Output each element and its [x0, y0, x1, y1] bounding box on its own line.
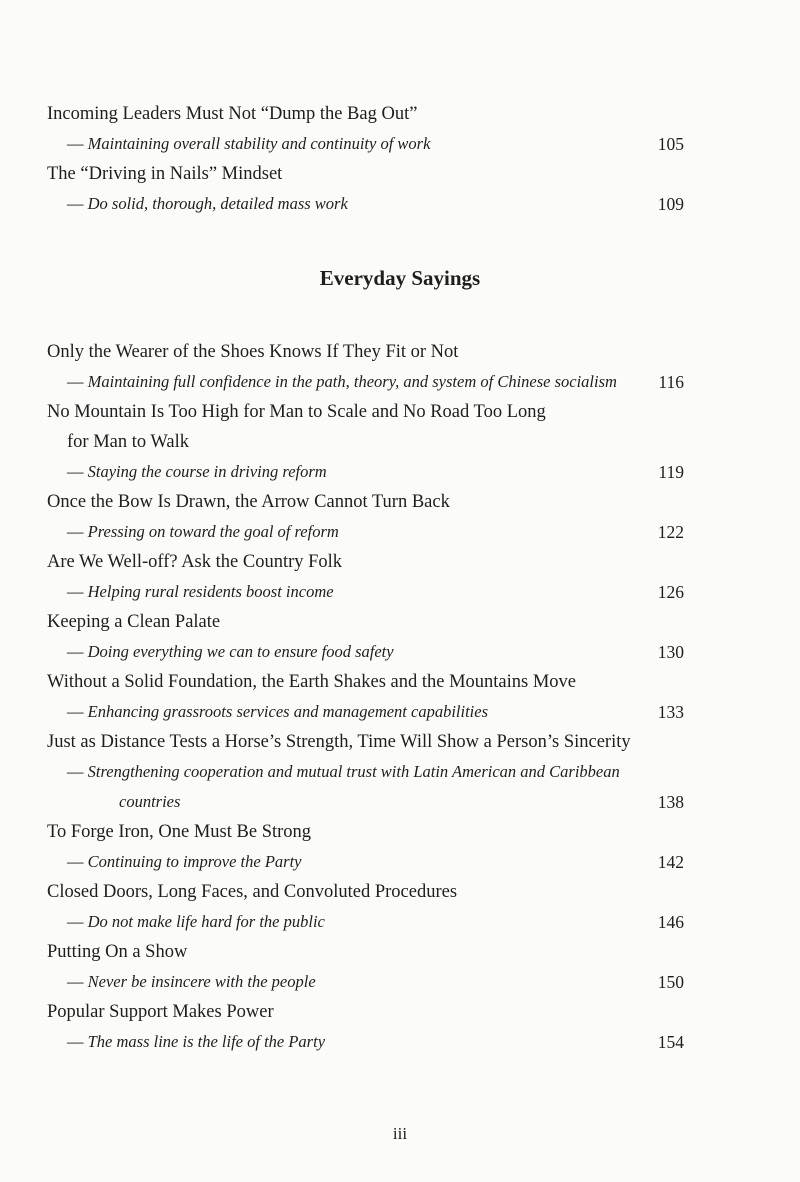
entry-page-number: 116: [658, 372, 684, 392]
entry-page-number: 138: [657, 792, 684, 812]
entry-page-number: 130: [657, 642, 684, 662]
em-dash: —: [67, 194, 88, 213]
entry-title: Closed Doors, Long Faces, and Convoluted Procedures: [47, 882, 458, 902]
entry-page-number: 105: [657, 134, 684, 154]
em-dash: —: [67, 912, 88, 931]
em-dash: —: [67, 1032, 88, 1051]
entry-subtitle-text: Staying the course in driving reform: [87, 462, 327, 481]
entry-title: The “Driving in Nails” Mindset: [47, 164, 283, 184]
entry-title: Incoming Leaders Must Not “Dump the Bag Out”: [47, 104, 418, 124]
em-dash: —: [67, 582, 88, 601]
entry-title: Are We Well-off? Ask the Country Folk: [47, 552, 343, 572]
entry-subtitle-text: Never be insincere with the people: [87, 972, 316, 991]
entry-subtitle-text: Continuing to improve the Party: [87, 852, 302, 871]
entry-page-number: 146: [657, 912, 684, 932]
toc-entry: [47, 159, 684, 219]
toc-entry: [47, 547, 684, 607]
toc-entry: [47, 997, 684, 1057]
entry-subtitle: [47, 457, 684, 487]
entry-subtitle-text: Strengthening cooperation and mutual trust with Latin American and Caribbean: [87, 762, 620, 781]
em-dash: —: [67, 462, 88, 481]
entry-subtitle-text: Pressing on toward the goal of reform: [87, 522, 339, 541]
entry-subtitle-text: The mass line is the life of the Party: [87, 1032, 326, 1051]
page-folio: iii: [392, 1124, 408, 1143]
toc-entry: [47, 817, 684, 877]
entry-subtitle-continuation: countries: [119, 792, 181, 811]
entry-title: Once the Bow Is Drawn, the Arrow Cannot Turn Back: [47, 492, 450, 512]
em-dash: —: [67, 852, 88, 871]
entry-page-number: 122: [657, 522, 684, 542]
toc-entry: [47, 397, 684, 487]
em-dash: —: [67, 702, 88, 721]
entry-page-number: 109: [657, 194, 684, 214]
entry-subtitle-text: Maintaining full confidence in the path, theory, and system of Chinese socialism: [87, 372, 617, 391]
toc-entry: [47, 727, 684, 817]
entry-subtitle-text: Enhancing grassroots services and management capabilities: [87, 702, 489, 721]
entry-subtitle: [47, 967, 684, 997]
entry-title: No Mountain Is Too High for Man to Scale and No Road Too Long: [47, 402, 546, 422]
toc-continued-entries: [47, 99, 684, 219]
em-dash: —: [67, 522, 88, 541]
entry-subtitle: [47, 697, 684, 727]
entry-title: Popular Support Makes Power: [47, 1002, 274, 1022]
entry-subtitle: [47, 517, 684, 547]
toc-entry: [47, 487, 684, 547]
toc-entry: [47, 607, 684, 667]
entry-page-number: 142: [657, 852, 684, 872]
entry-subtitle: [47, 367, 684, 397]
entry-title: Only the Wearer of the Shoes Knows If They Fit or Not: [47, 342, 459, 362]
entry-subtitle: [47, 637, 684, 667]
entry-title: To Forge Iron, One Must Be Strong: [47, 822, 312, 842]
em-dash: —: [67, 642, 88, 661]
toc-entry: [47, 877, 684, 937]
entry-title: Putting On a Show: [47, 942, 188, 962]
entry-subtitle-text: Doing everything we can to ensure food safety: [87, 642, 394, 661]
entry-subtitle-text: Maintaining overall stability and continuity of work: [87, 134, 431, 153]
entry-page-number: 154: [657, 1032, 684, 1052]
entry-title: Keeping a Clean Palate: [47, 612, 221, 632]
entry-subtitle: [47, 129, 684, 159]
entry-page-number: 133: [657, 702, 684, 722]
em-dash: —: [67, 134, 88, 153]
entry-page-number: 126: [657, 582, 684, 602]
entry-title: Without a Solid Foundation, the Earth Shakes and the Mountains Move: [47, 672, 577, 692]
entry-subtitle-text: Helping rural residents boost income: [87, 582, 334, 601]
em-dash: —: [67, 372, 88, 391]
toc-entry: [47, 667, 684, 727]
entry-subtitle: [47, 847, 684, 877]
section-heading: Everyday Sayings: [319, 266, 481, 290]
entry-subtitle: [47, 757, 684, 817]
entry-subtitle-text: Do solid, thorough, detailed mass work: [87, 194, 348, 213]
entry-page-number: 119: [658, 462, 684, 482]
entry-subtitle: [47, 907, 684, 937]
entry-title: Just as Distance Tests a Horse’s Strength, Time Will Show a Person’s Sincerity: [47, 732, 631, 752]
entry-subtitle: [47, 1027, 684, 1057]
toc-entry: [47, 99, 684, 159]
entry-page-number: 150: [657, 972, 684, 992]
entry-subtitle-text: Do not make life hard for the public: [87, 912, 325, 931]
entry-subtitle: [47, 189, 684, 219]
entry-title-continuation: for Man to Walk: [67, 432, 189, 452]
em-dash: —: [67, 972, 88, 991]
toc-entry: [47, 337, 684, 397]
toc-entry: [47, 937, 684, 997]
entry-subtitle: [47, 577, 684, 607]
em-dash: —: [67, 762, 88, 781]
toc-section-entries: [47, 337, 684, 1057]
